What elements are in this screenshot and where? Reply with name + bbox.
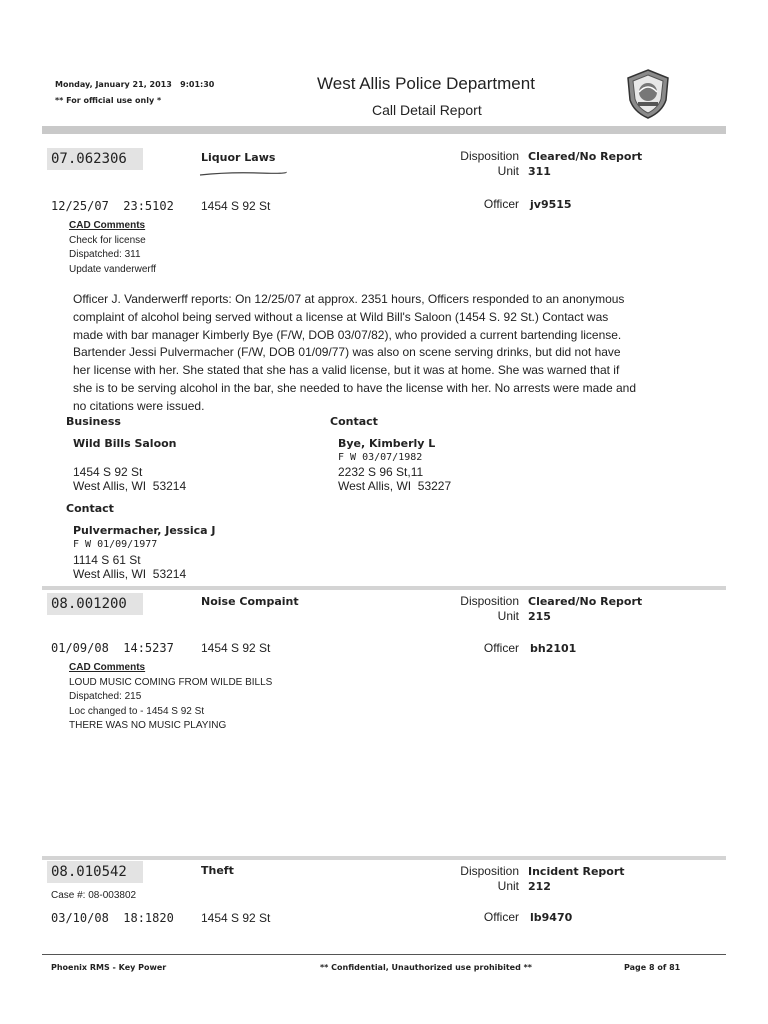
cad-line: Loc changed to - 1454 S 92 St xyxy=(69,705,205,717)
cad-line: THERE WAS NO MUSIC PLAYING xyxy=(69,720,227,731)
business-city: West Allis, WI 53214 xyxy=(73,479,187,493)
cad-line: Check for license xyxy=(69,234,146,246)
footer-system: Phoenix RMS - Key Power xyxy=(51,963,167,972)
cad-comments xyxy=(69,219,156,277)
call-datetime: 01/09/08 14:5237 xyxy=(51,641,174,655)
unit-label: Unit xyxy=(497,164,519,178)
contact-street: 2232 S 96 St,11 xyxy=(338,465,424,479)
page-number: Page 8 of 81 xyxy=(624,963,681,972)
disposition-label: Disposition xyxy=(460,149,519,163)
cad-line: Dispatched: 215 xyxy=(69,691,142,702)
officer-label: Officer xyxy=(483,641,519,655)
footer-rule xyxy=(42,954,726,955)
disposition-label: Disposition xyxy=(460,864,519,878)
call-datetime: 03/10/08 18:1820 xyxy=(51,911,174,925)
business-heading: Business xyxy=(66,415,121,428)
officer-value: jv9515 xyxy=(530,198,572,211)
contact-info: F W 03/07/1982 xyxy=(338,452,423,463)
contact-city: West Allis, WI 53227 xyxy=(338,479,452,493)
disposition-value: Incident Report xyxy=(528,865,625,878)
officer-value: bh2101 xyxy=(530,642,577,655)
unit-label: Unit xyxy=(497,609,519,623)
disposition-label: Disposition xyxy=(460,594,519,608)
contact-heading: Contact xyxy=(330,415,378,428)
header-divider xyxy=(42,126,726,134)
call-number: 08.010542 xyxy=(47,861,143,883)
call-datetime: 12/25/07 23:5102 xyxy=(51,199,174,213)
cad-line: Dispatched: 311 xyxy=(69,249,141,260)
unit-label: Unit xyxy=(497,879,519,893)
disposition-value: Cleared/No Report xyxy=(528,595,643,608)
call-number: 08.001200 xyxy=(47,593,143,615)
footer-confidential: ** Confidential, Unauthorized use prohibited ** xyxy=(320,963,532,972)
contact-info: F W 01/09/1977 xyxy=(73,539,158,550)
call-address: 1454 S 92 St xyxy=(201,911,271,925)
officer-label: Officer xyxy=(483,197,519,211)
cad-line: Update vanderwerff xyxy=(69,263,157,275)
call-address: 1454 S 92 St xyxy=(201,641,271,655)
contact-city: West Allis, WI 53214 xyxy=(73,567,187,581)
call-type-underline xyxy=(198,165,288,183)
call-type: Noise Compaint xyxy=(201,595,299,608)
business-name: Wild Bills Saloon xyxy=(73,437,177,450)
unit-value: 311 xyxy=(528,165,551,178)
call-type: Liquor Laws xyxy=(201,151,276,164)
cad-line: LOUD MUSIC COMING FROM WILDE BILLS xyxy=(69,676,273,688)
report-title: Call Detail Report xyxy=(372,102,482,118)
call-narrative: Officer J. Vanderwerff reports: On 12/25/07 at approx. 2351 hours, Officers responded to an anonymous complaint of alcohol being served without a license at Wild Bill's Saloon (1454 S. 92 St.) Contact was made with bar manager Kimberly Bye (F/W, DOB 03/07/82), who provided a current bartending license. Bartender Jessi Pulvermacher (F/W, DOB 01/09/77) was also on scene serving drinks, but did not have her license with her. She stated that she has a valid license, but it was at home. She was warned that if she is to be serving alcohol in the bar, she needed to have the license with her. No arrests were made and no citations were issued. xyxy=(73,292,637,413)
officer-value: lb9470 xyxy=(530,911,573,924)
official-use-notice: ** For official use only * xyxy=(55,96,162,105)
cad-comments-heading: CAD Comments xyxy=(69,662,146,673)
unit-value: 212 xyxy=(528,880,551,893)
contact-name: Pulvermacher, Jessica J xyxy=(73,524,216,537)
call-number: 07.062306 xyxy=(47,148,143,170)
case-number: Case #: 08-003802 xyxy=(51,890,137,901)
department-title: West Allis Police Department xyxy=(317,74,535,93)
call-divider xyxy=(42,856,726,860)
contact-address xyxy=(338,465,451,493)
disposition-value: Cleared/No Report xyxy=(528,150,643,163)
officer-label: Officer xyxy=(483,910,519,924)
unit-value: 215 xyxy=(528,610,551,623)
business-address xyxy=(73,465,186,493)
police-badge-logo xyxy=(624,68,672,120)
business-street: 1454 S 92 St xyxy=(73,465,143,479)
contact-street: 1114 S 61 St xyxy=(73,553,141,567)
cad-comments-heading: CAD Comments xyxy=(69,220,146,231)
contact-name: Bye, Kimberly L xyxy=(338,437,436,450)
contact-address xyxy=(73,553,186,581)
call-address: 1454 S 92 St xyxy=(201,199,271,213)
call-type: Theft xyxy=(201,864,234,877)
cad-comments xyxy=(69,661,272,734)
call-divider xyxy=(42,586,726,590)
contact-heading: Contact xyxy=(66,502,114,515)
report-datetime: Monday, January 21, 2013 9:01:30 xyxy=(55,80,215,89)
